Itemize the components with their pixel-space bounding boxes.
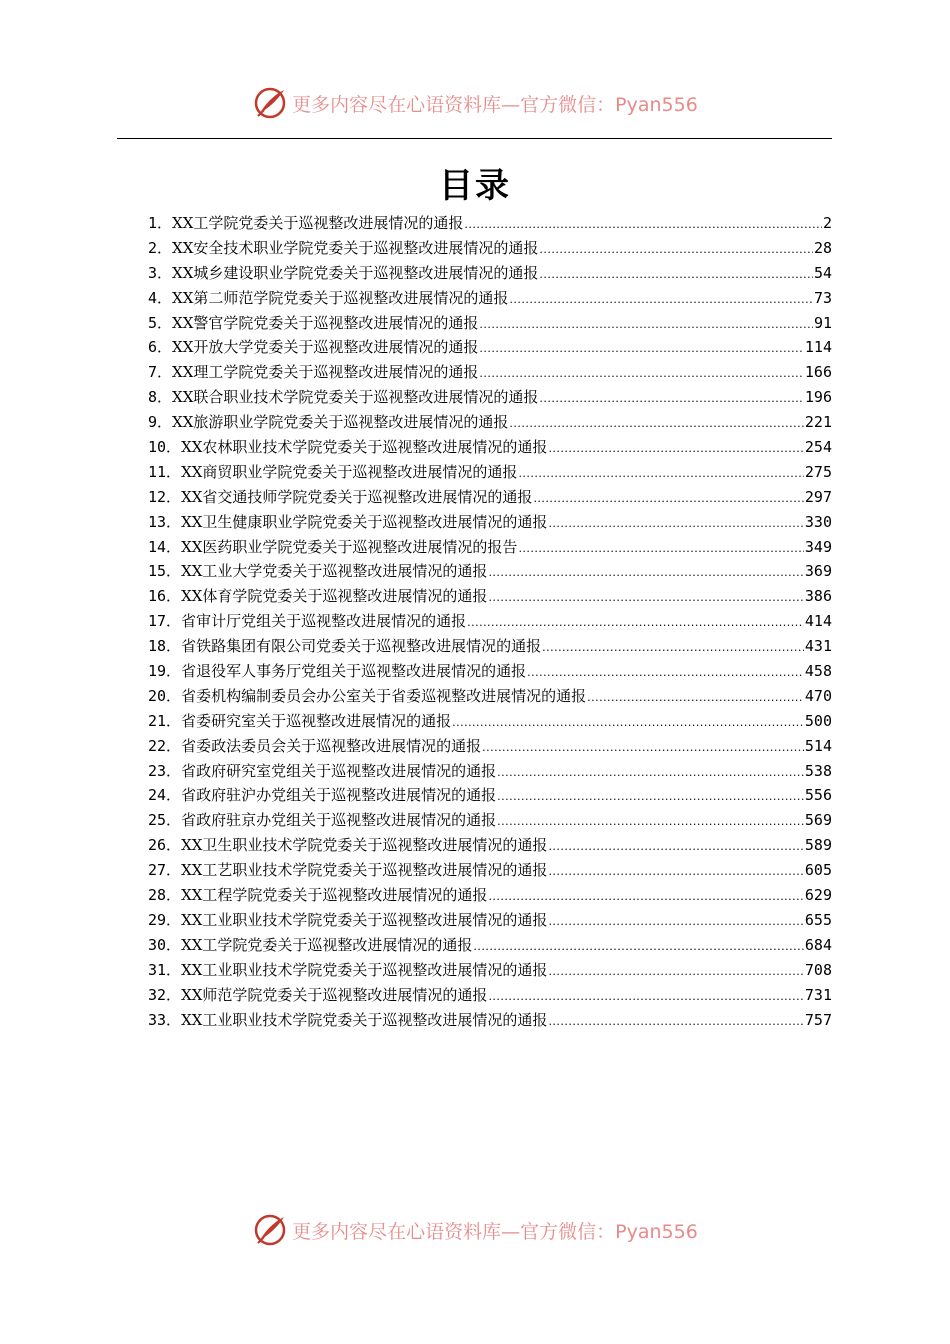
toc-entry-page-number: 629 [804, 886, 832, 905]
toc-entry-number: 20． [148, 686, 182, 705]
toc-entry[interactable] [148, 635, 832, 660]
toc-entry-number: 13． [148, 512, 182, 531]
toc-entry-title: XX工业职业技术学院党委关于巡视整改进展情况的通报 [181, 1010, 548, 1029]
toc-leader-dots [518, 542, 803, 555]
toc-leader-dots [548, 840, 803, 853]
toc-entry-title: XX工学院党委关于巡视整改进展情况的通报 [172, 214, 464, 232]
toc-entry[interactable] [148, 859, 832, 884]
toc-entry-number: 11． [148, 462, 182, 481]
toc-entry-title: XX工学院党委关于巡视整改进展情况的通报 [181, 935, 473, 954]
toc-entry-page-number: 166 [804, 363, 832, 382]
toc-entry-page-number: 2 [822, 214, 832, 232]
toc-leader-dots [482, 741, 804, 754]
toc-entry-page-number: 254 [804, 438, 832, 457]
toc-entry[interactable] [148, 436, 832, 461]
toc-entry[interactable] [148, 610, 832, 635]
toc-entry-title: 省政府研究室党组关于巡视整改进展情况的通报 [181, 761, 497, 780]
toc-entry-page-number: 757 [804, 1010, 832, 1029]
toc-leader-dots [533, 492, 803, 505]
toc-entry-page-number: 431 [804, 637, 832, 656]
toc-entry-page-number: 414 [804, 612, 832, 631]
toc-leader-dots [509, 293, 813, 306]
toc-entry-page-number: 458 [804, 662, 832, 681]
footer-wechat-id: Pyan556 [615, 1220, 698, 1243]
toc-entry-title: XX工业大学党委关于巡视整改进展情况的通报 [181, 562, 488, 581]
toc-entry[interactable] [148, 237, 832, 262]
toc-entry-title: 省政府驻京办党组关于巡视整改进展情况的通报 [181, 811, 497, 830]
toc-entry-number: 21． [148, 711, 182, 730]
toc-entry-number: 25． [148, 811, 182, 830]
toc-entry[interactable] [148, 312, 832, 337]
toc-entry-number: 1． [148, 214, 173, 232]
toc-entry-page-number: 589 [804, 836, 832, 855]
toc-entry-title: XX开放大学党委关于巡视整改进展情况的通报 [172, 338, 479, 357]
toc-leader-dots [473, 940, 803, 953]
toc-entry-number: 19． [148, 662, 182, 681]
toc-entry-title: 省铁路集团有限公司党委关于巡视整改进展情况的通报 [181, 637, 542, 656]
toc-entry-page-number: 605 [804, 861, 832, 880]
toc-entry-number: 3． [148, 263, 173, 282]
page-title: 目录 [439, 166, 511, 206]
toc-entry-page-number: 500 [804, 711, 832, 730]
toc-entry-number: 31． [148, 960, 182, 979]
toc-entry-page-number: 655 [804, 910, 832, 929]
toc-entry-page-number: 91 [813, 313, 832, 332]
toc-leader-dots [488, 591, 803, 604]
toc-entry-title: XX卫生健康职业学院党委关于巡视整改进展情况的通报 [181, 512, 548, 531]
footer-banner [0, 1210, 950, 1250]
toc-entry-title: 省委机构编制委员会办公室关于省委巡视整改进展情况的通报 [181, 686, 587, 705]
toc-entry-title: XX商贸职业学院党委关于巡视整改进展情况的通报 [181, 462, 518, 481]
toc-leader-dots [488, 890, 803, 903]
toc-leader-dots [539, 243, 813, 256]
toc-entry-number: 29． [148, 910, 182, 929]
toc-entry-title: XX工程学院党委关于巡视整改进展情况的通报 [181, 886, 488, 905]
toc-entry-page-number: 196 [804, 388, 832, 407]
toc-entry-title: XX城乡建设职业学院党委关于巡视整改进展情况的通报 [172, 263, 539, 282]
toc-entry-title: 省委研究室关于巡视整改进展情况的通报 [181, 711, 452, 730]
toc-entry-page-number: 708 [804, 960, 832, 979]
toc-entry[interactable] [148, 710, 832, 735]
toc-leader-dots [488, 990, 803, 1003]
toc-leader-dots [497, 790, 804, 803]
toc-entry-title: XX卫生职业技术学院党委关于巡视整改进展情况的通报 [181, 836, 548, 855]
toc-entry[interactable] [148, 536, 832, 561]
toc-entry-page-number: 297 [804, 487, 832, 506]
toc-entry-number: 7． [148, 363, 173, 382]
toc-entry-title: 省委政法委员会关于巡视整改进展情况的通报 [181, 736, 482, 755]
toc-entry-number: 15． [148, 562, 182, 581]
toc-leader-dots [587, 691, 804, 704]
toc-entry-page-number: 330 [804, 512, 832, 531]
toc-entry-title: XX警官学院党委关于巡视整改进展情况的通报 [172, 313, 479, 332]
toc-entry-title: XX体育学院党委关于巡视整改进展情况的通报 [181, 587, 488, 606]
toc-entry-page-number: 349 [804, 537, 832, 556]
toc-entry[interactable] [148, 461, 832, 486]
header-wechat-id: Pyan556 [615, 93, 698, 116]
toc-entry-title: XX师范学院党委关于巡视整改进展情况的通报 [181, 985, 488, 1004]
toc-entry-page-number: 569 [804, 811, 832, 830]
toc-entry-title: XX第二师范学院党委关于巡视整改进展情况的通报 [172, 288, 509, 307]
toc-entry-page-number: 275 [804, 462, 832, 481]
toc-entry[interactable] [148, 262, 832, 287]
toc-entry-title: 省政府驻沪办党组关于巡视整改进展情况的通报 [181, 786, 497, 805]
toc-entry-number: 17． [148, 612, 182, 631]
toc-entry-title: XX安全技术职业学院党委关于巡视整改进展情况的通报 [172, 238, 539, 257]
toc-leader-dots [488, 566, 803, 579]
toc-entry[interactable] [148, 884, 832, 909]
toc-entry[interactable] [148, 934, 832, 959]
toc-leader-dots [542, 641, 804, 654]
toc-leader-dots [479, 342, 804, 355]
toc-entry-number: 12． [148, 487, 182, 506]
toc-entry[interactable] [148, 585, 832, 610]
toc-entry-number: 22． [148, 736, 182, 755]
table-of-contents [148, 212, 832, 1033]
toc-entry-title: XX理工学院党委关于巡视整改进展情况的通报 [172, 363, 479, 382]
toc-entry[interactable] [148, 760, 832, 785]
toc-entry-title: 省审计厅党组关于巡视整改进展情况的通报 [181, 612, 467, 631]
toc-entry[interactable] [148, 959, 832, 984]
toc-entry-number: 24． [148, 786, 182, 805]
footer-banner-content [252, 1212, 698, 1248]
header-banner-label: 更多内容尽在心语资料库—官方微信： [292, 93, 616, 116]
toc-leader-dots [548, 965, 803, 978]
toc-entry[interactable] [148, 685, 832, 710]
toc-leader-dots [464, 218, 822, 231]
toc-entry[interactable] [148, 386, 832, 411]
toc-entry-number: 33． [148, 1010, 182, 1029]
header-divider [117, 138, 832, 139]
toc-entry-number: 2． [148, 238, 173, 257]
toc-leader-dots [539, 392, 804, 405]
toc-entry[interactable] [148, 287, 832, 312]
toc-entry-number: 26． [148, 836, 182, 855]
toc-entry[interactable] [148, 560, 832, 585]
toc-entry[interactable] [148, 660, 832, 685]
toc-leader-dots [479, 318, 813, 331]
toc-entry-page-number: 684 [804, 935, 832, 954]
toc-entry-page-number: 54 [813, 263, 832, 282]
toc-entry-number: 4． [148, 288, 173, 307]
toc-entry-page-number: 514 [804, 736, 832, 755]
toc-entry-title: XX工业职业技术学院党委关于巡视整改进展情况的通报 [181, 910, 548, 929]
toc-entry[interactable] [148, 212, 832, 237]
toc-leader-dots [509, 417, 804, 430]
toc-leader-dots [548, 1015, 803, 1028]
toc-entry-title: XX工业职业技术学院党委关于巡视整改进展情况的通报 [181, 960, 548, 979]
toc-entry-title: XX工艺职业技术学院党委关于巡视整改进展情况的通报 [181, 861, 548, 880]
toc-entry-number: 23． [148, 761, 182, 780]
toc-entry-number: 9． [148, 413, 173, 432]
footer-banner-label: 更多内容尽在心语资料库—官方微信： [292, 1220, 616, 1243]
toc-leader-dots [548, 517, 803, 530]
toc-entry-page-number: 470 [804, 686, 832, 705]
toc-entry-number: 27． [148, 861, 182, 880]
toc-entry[interactable] [148, 511, 832, 536]
quill-logo-icon [252, 1212, 288, 1248]
toc-leader-dots [548, 442, 803, 455]
toc-leader-dots [548, 915, 803, 928]
toc-leader-dots [479, 367, 804, 380]
toc-entry-page-number: 386 [804, 587, 832, 606]
toc-entry-page-number: 731 [804, 985, 832, 1004]
toc-entry-number: 30． [148, 935, 182, 954]
toc-leader-dots [452, 716, 804, 729]
toc-entry-title: XX省交通技师学院党委关于巡视整改进展情况的通报 [181, 487, 533, 506]
toc-leader-dots [527, 666, 804, 679]
toc-entry-number: 16． [148, 587, 182, 606]
toc-entry[interactable] [148, 336, 832, 361]
toc-entry[interactable] [148, 486, 832, 511]
toc-entry[interactable] [148, 361, 832, 386]
toc-entry[interactable] [148, 735, 832, 760]
toc-entry[interactable] [148, 411, 832, 436]
toc-entry-page-number: 369 [804, 562, 832, 581]
quill-logo-icon [252, 85, 288, 121]
toc-entry-title: 省退役军人事务厅党组关于巡视整改进展情况的通报 [181, 662, 527, 681]
toc-entry-page-number: 73 [813, 288, 832, 307]
toc-entry-number: 5． [148, 313, 173, 332]
toc-entry-page-number: 556 [804, 786, 832, 805]
toc-entry[interactable] [148, 984, 832, 1009]
toc-entry[interactable] [148, 809, 832, 834]
toc-entry-page-number: 28 [813, 238, 832, 257]
toc-entry-number: 8． [148, 388, 173, 407]
toc-leader-dots [497, 766, 804, 779]
toc-entry-page-number: 114 [804, 338, 832, 357]
toc-entry-title: XX旅游职业学院党委关于巡视整改进展情况的通报 [172, 413, 509, 432]
header-banner-content [252, 85, 698, 121]
toc-leader-dots [518, 467, 803, 480]
header-banner [0, 83, 950, 123]
toc-entry-number: 32． [148, 985, 182, 1004]
toc-entry-title: XX农林职业技术学院党委关于巡视整改进展情况的通报 [181, 438, 548, 457]
toc-leader-dots [539, 268, 813, 281]
toc-leader-dots [467, 616, 804, 629]
toc-entry-number: 14． [148, 537, 182, 556]
header-banner-text [292, 90, 698, 117]
toc-leader-dots [497, 815, 804, 828]
toc-entry-number: 28． [148, 886, 182, 905]
toc-entry-page-number: 538 [804, 761, 832, 780]
toc-entry-number: 18． [148, 637, 182, 656]
toc-entry-number: 10． [148, 438, 182, 457]
toc-entry[interactable] [148, 909, 832, 934]
toc-entry[interactable] [148, 1009, 832, 1034]
toc-entry-title: XX医药职业学院党委关于巡视整改进展情况的报告 [181, 537, 518, 556]
toc-entry[interactable] [148, 784, 832, 809]
toc-entry-number: 6． [148, 338, 173, 357]
footer-banner-text [292, 1217, 698, 1244]
toc-entry-page-number: 221 [804, 413, 832, 432]
toc-leader-dots [548, 865, 803, 878]
toc-entry-title: XX联合职业技术学院党委关于巡视整改进展情况的通报 [172, 388, 539, 407]
toc-entry[interactable] [148, 834, 832, 859]
